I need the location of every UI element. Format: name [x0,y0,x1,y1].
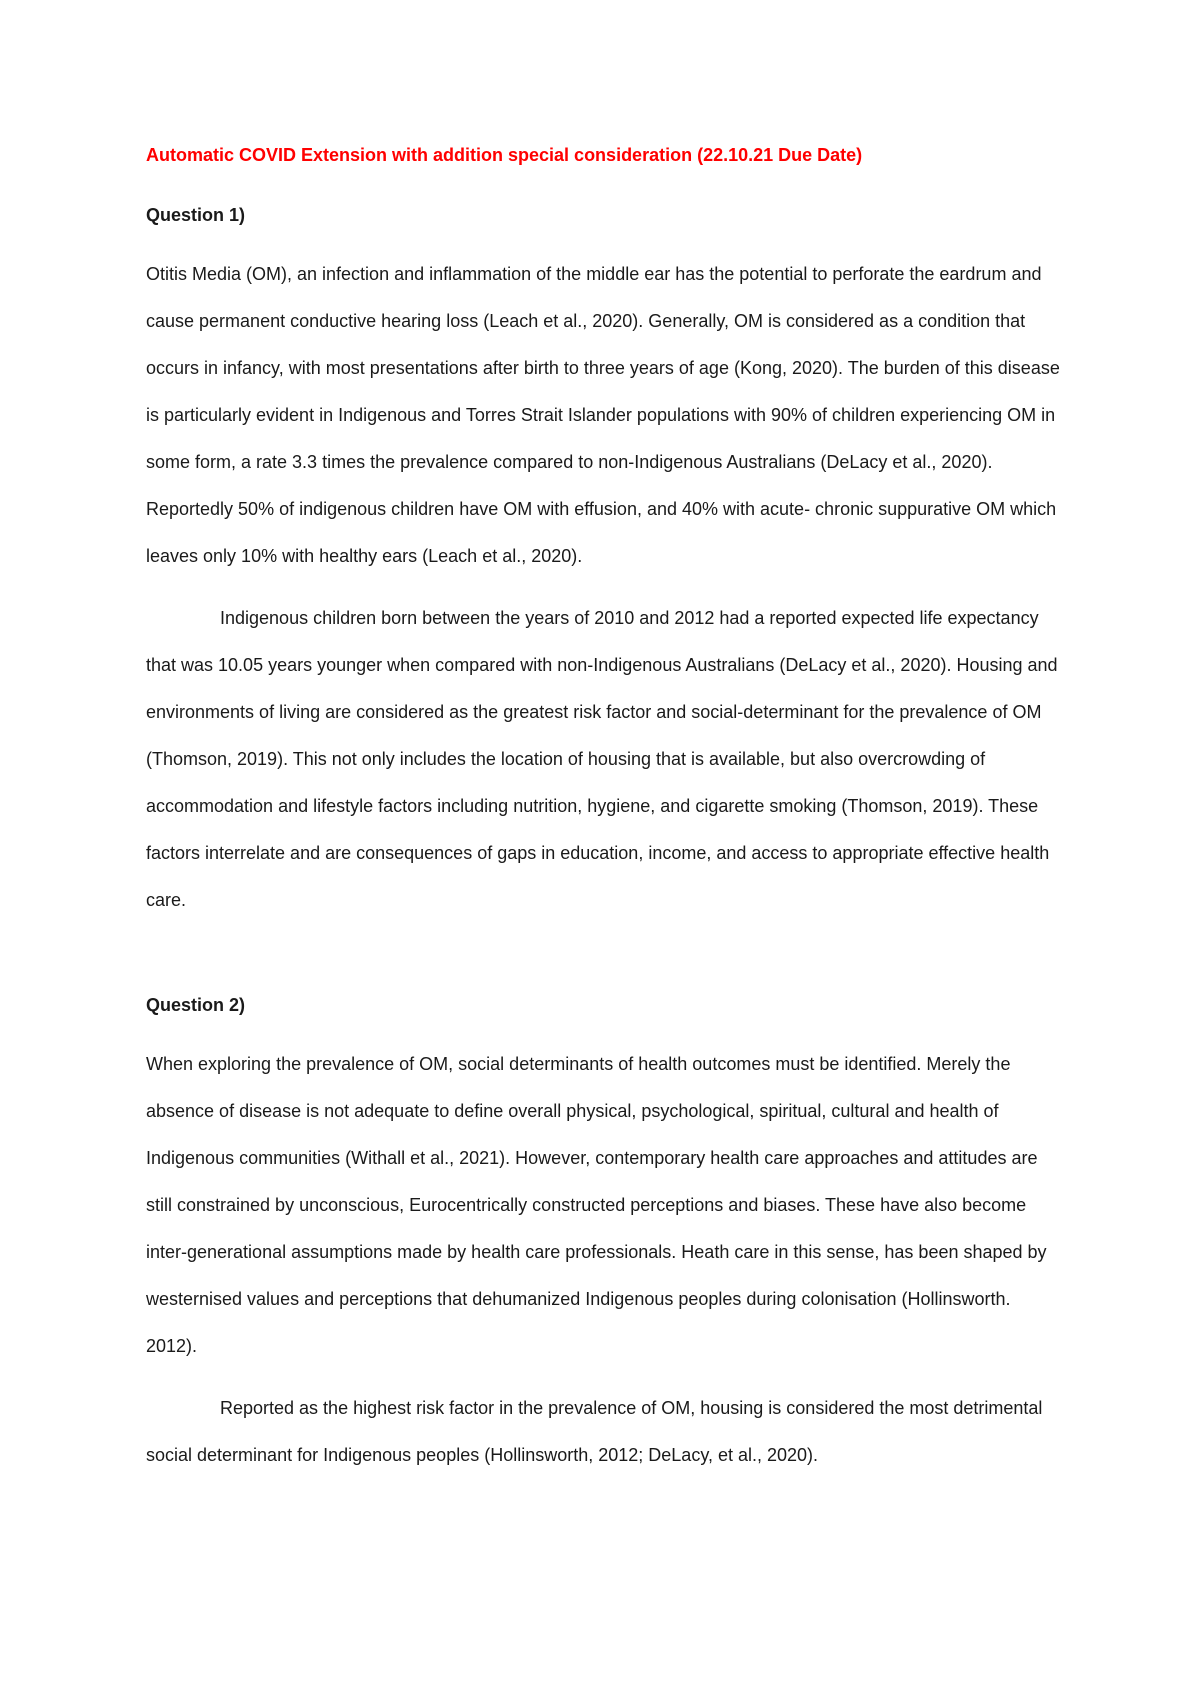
question-1-paragraph-2: Indigenous children born between the years of 2010 and 2012 had a reported expected life expectancy that was 10.05 years younger when compared with non-Indigenous Australians (DeLacy et al., 2020). Housing and environments of living are considered as the greatest risk factor and social-determinant for the prevalence of OM (Thomson, 2019). This not only includes the location of housing that is available, but also overcrowding of accommodation and lifestyle factors including nutrition, hygiene, and cigarette smoking (Thomson, 2019). These factors interrelate and are consequences of gaps in education, income, and access to appropriate effective health care. [146,608,1058,910]
question-2-heading: Question 2) [146,995,246,1015]
question-1-paragraph-1: Otitis Media (OM), an infection and inflammation of the middle ear has the potential to perforate the eardrum and cause permanent conductive hearing loss (Leach et al., 2020). Generally, OM is considered as a condition that occurs in infancy, with most presentations after birth to three years of age (Kong, 2020). The burden of this disease is particularly evident in Indigenous and Torres Strait Islander populations with 90% of children experiencing OM in some form, a rate 3.3 times the prevalence compared to non-Indigenous Australians (DeLacy et al., 2020). Reportedly 50% of indigenous children have OM with effusion, and 40% with acute- chronic suppurative OM which leaves only 10% with healthy ears (Leach et al., 2020). [146,264,1060,566]
question-2-paragraph-1: When exploring the prevalence of OM, social determinants of health outcomes must be identified. Merely the absence of disease is not adequate to define overall physical, psychological, spiritual, cultural and health of Indigenous communities (Withall et al., 2021). However, contemporary health care approaches and attitudes are still constrained by unconscious, Eurocentrically constructed perceptions and biases. These have also become inter-generational assumptions made by health care professionals. Heath care in this sense, has been shaped by westernised values and perceptions that dehumanized Indigenous peoples during colonisation (Hollinsworth. 2012). [146,1054,1047,1356]
document-page [146,143,1066,1494]
question-1-heading: Question 1) [146,205,246,225]
question-2-paragraph-2: Reported as the highest risk factor in the prevalence of OM, housing is considered the most detrimental social determinant for Indigenous peoples (Hollinsworth, 2012; DeLacy, et al., 2020). [146,1398,1043,1465]
section-spacer [146,939,1066,993]
extension-notice: Automatic COVID Extension with addition special consideration (22.10.21 Due Date) [146,145,863,165]
